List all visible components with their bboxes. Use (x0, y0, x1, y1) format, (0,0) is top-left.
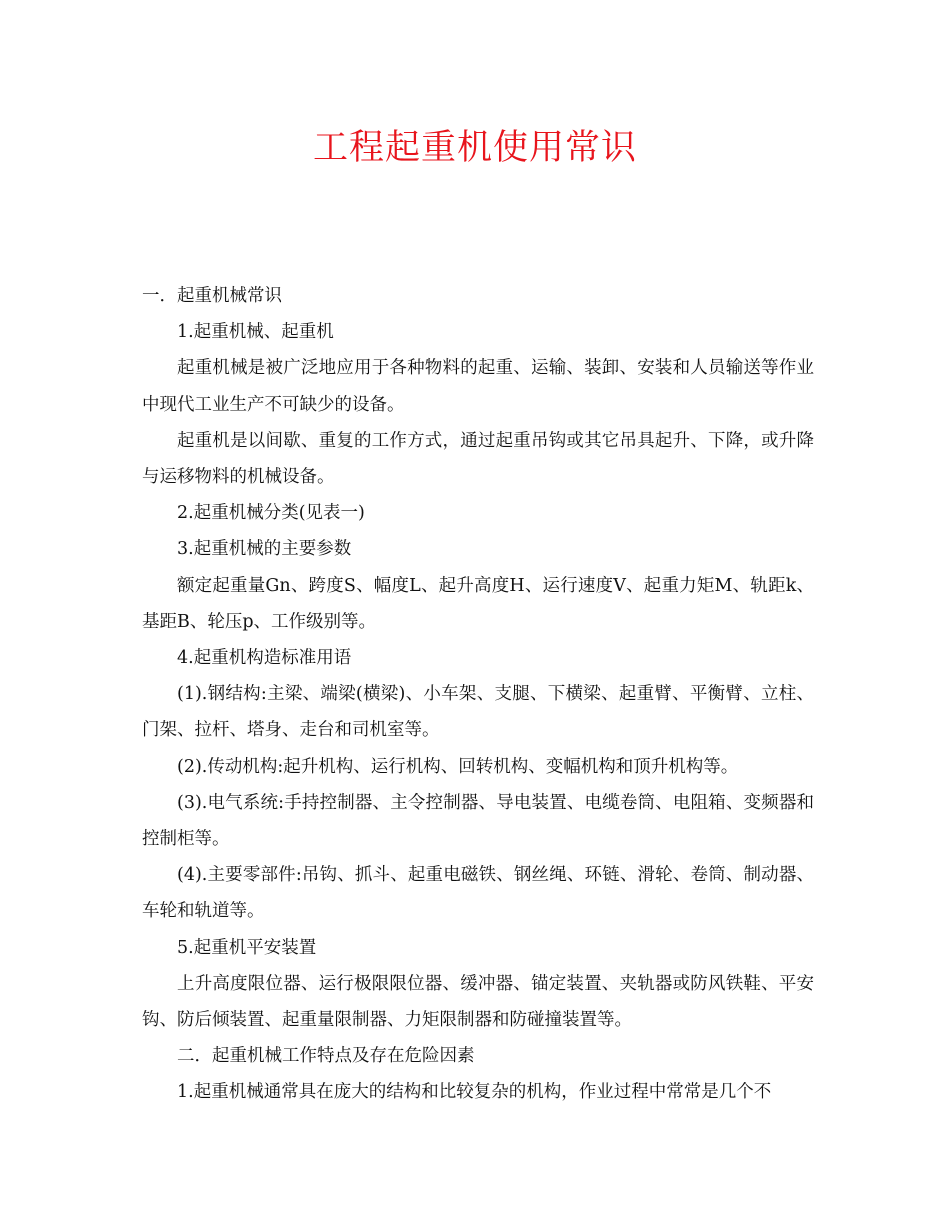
paragraph: 起重机械是被广泛地应用于各种物料的起重、运输、装卸、安装和人员输送等作业中现代工业生产不可缺少的设备。 (142, 358, 814, 415)
paragraph: 1.起重机械、起重机 (177, 322, 334, 343)
paragraph: (4).主要零部件:吊钩、抓斗、起重电磁铁、钢丝绳、环链、滑轮、卷筒、制动器、车轮和轨道等。 (142, 865, 814, 922)
paragraph: (3).电气系统:手持控制器、主令控制器、导电装置、电缆卷筒、电阻箱、变频器和控制柜等。 (142, 792, 814, 850)
document-body (142, 278, 814, 1111)
paragraph: (1).钢结构:主梁、端梁(横梁)、小车架、支腿、下横梁、起重臂、平衡臂、立柱、门架、拉杆、塔身、走台和司机室等。 (142, 684, 814, 741)
paragraph: 5.起重机平安装置 (177, 937, 317, 958)
paragraph: 上升高度限位器、运行极限限位器、缓冲器、锚定装置、夹轨器或防风铁鞋、平安钩、防后倾装置、起重量限制器、力矩限制器和防碰撞装置等。 (142, 973, 814, 1031)
paragraph: 一．起重机械常识 (142, 286, 282, 306)
paragraph: 起重机是以间歇、重复的工作方式，通过起重吊钩或其它吊具起升、下降，或升降与运移物料的机械设备。 (142, 430, 814, 488)
paragraph: 1.起重机械通常具在庞大的结构和比较复杂的机构，作业过程中常常是几个不 (177, 1082, 772, 1103)
paragraph: 额定起重量Gn、跨度S、幅度L、起升高度H、运行速度V、起重力矩M、轨距k、基距B、轮压p、工作级别等。 (142, 575, 814, 632)
document-title: 工程起重机使用常识 (312, 128, 637, 168)
paragraph: 二．起重机械工作特点及存在危险因素 (177, 1046, 475, 1067)
paragraph: (2).传动机构:起升机构、运行机构、回转机构、变幅机构和顶升机构等。 (177, 756, 739, 777)
paragraph: 2.起重机械分类(见表一) (177, 503, 365, 524)
paragraph: 3.起重机械的主要参数 (177, 539, 352, 560)
paragraph: 4.起重机构造标准用语 (177, 648, 352, 669)
